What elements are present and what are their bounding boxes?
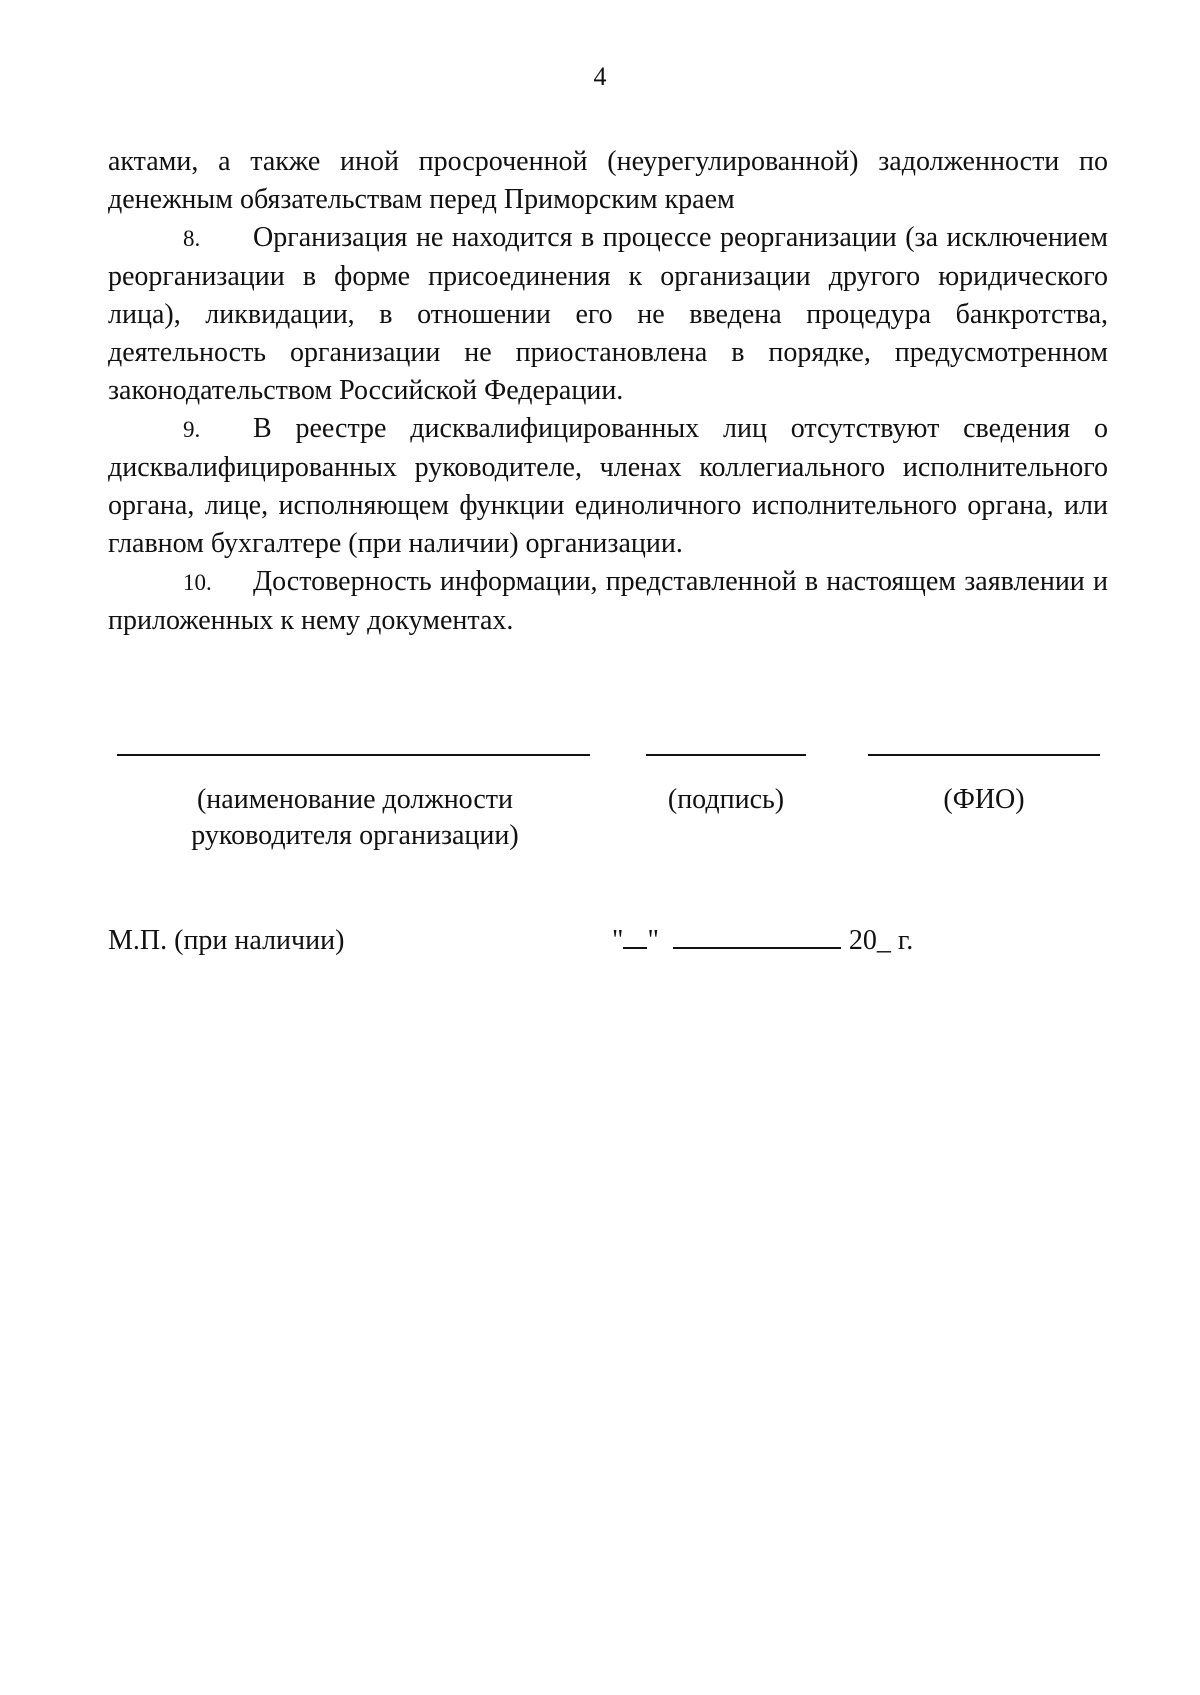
name-signature-line [868,754,1100,756]
paragraph-item-10 [108,563,1108,640]
item-number: 9. [183,417,201,442]
paragraph-item-9 [108,410,1108,563]
signature-caption: (подпись) [667,784,785,815]
item-number: 10. [183,570,212,595]
date-open-quote: " [612,925,624,956]
paragraph-item-8 [108,219,1108,410]
position-caption-line: (наименование должности [196,784,514,815]
seal-label: М.П. (при наличии) [108,925,345,956]
item-text: В реестре дисквалифицированных лиц отсутствуют сведения о дисквалифицированных руководителе, членах коллегиального исполнительного органа, лице, исполняющем функции единоличного исполнительного органа, или главном бухгалтере (при наличии) организации. [108,413,1108,559]
item-text: Организация не находится в процессе реорганизации (за исключением реорганизации в форме присоединения к организации другого юридического лица), ликвидации, в отношении его не введена процедура банкротства, деятельность организации не приостановлена в порядке, предусмотренном законодательством Российской Федерации. [108,222,1108,406]
paragraph-continuation: актами, а также иной просроченной (неурегулированной) задолженности по денежным обязательствам перед Приморским краем [108,146,1108,215]
date-year: 20_ г. [848,925,914,956]
day-blank [623,947,647,949]
name-caption: (ФИО) [943,784,1025,815]
month-blank [673,947,841,949]
position-signature-line [117,754,590,756]
date-close-quote: " [647,925,659,956]
item-text: Достоверность информации, представленной в настоящем заявлении и приложенных к нему документах. [108,566,1108,636]
page-number: 4 [593,62,607,91]
position-caption-line: руководителя организации) [191,820,519,851]
date-line [612,923,913,959]
position-caption [140,782,570,854]
document-body [108,143,1108,640]
signature-line [646,754,806,756]
item-number: 8. [183,226,201,251]
